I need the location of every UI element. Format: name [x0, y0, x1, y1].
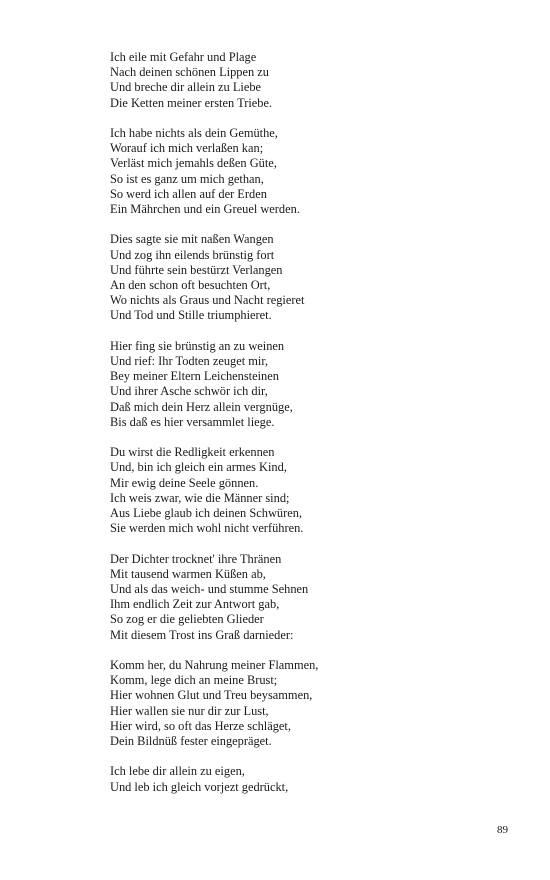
poem-text: [110, 50, 510, 795]
page-number: 89: [497, 824, 508, 836]
poem-line: Nach deinen schönen Lippen zu: [110, 65, 269, 80]
poem-line: So werd ich allen auf der Erden: [110, 186, 267, 201]
poem-line: Bis daß es hier versammlet liege.: [110, 414, 275, 429]
poem-line: Und führte sein bestürzt Verlangen: [110, 262, 283, 277]
poem-line: Dein Bildnüß fester eingepräget.: [110, 734, 272, 749]
stanza-4: [110, 339, 510, 430]
stanza-1: [110, 50, 510, 111]
stanza-2: [110, 126, 510, 217]
poem-line: Und rief: Ihr Todten zeuget mir,: [110, 354, 269, 369]
poem-line: Und als das weich- und stumme Sehnen: [110, 582, 309, 597]
poem-line: Die Ketten meiner ersten Triebe.: [110, 95, 273, 110]
poem-line: Und, bin ich gleich ein armes Kind,: [110, 460, 287, 475]
poem-line: Ihm endlich Zeit zur Antwort gab,: [110, 597, 280, 612]
poem-line: Und leb ich gleich vorjezt gedrückt,: [110, 779, 289, 794]
poem-line: Komm, lege dich an meine Brust;: [110, 673, 278, 688]
poem-line: Hier wird, so oft das Herze schläget,: [110, 718, 291, 733]
poem-line: Hier wallen sie nur dir zur Lust,: [110, 703, 269, 718]
poem-line: Ich eile mit Gefahr und Plage: [110, 50, 257, 64]
poem-line: Mir ewig deine Seele gönnen.: [110, 475, 259, 490]
poem-line: Hier wohnen Glut und Treu beysammen,: [110, 688, 313, 703]
stanza-3: [110, 232, 510, 323]
poem-line: Und Tod und Stille triumphieret.: [110, 308, 272, 323]
stanza-8: [110, 764, 510, 794]
poem-line: Hier fing sie brünstig an zu weinen: [110, 338, 285, 353]
poem-line: So zog er die geliebten Glieder: [110, 612, 264, 627]
stanza-7: [110, 658, 510, 749]
poem-line: Ich habe nichts als dein Gemüthe,: [110, 126, 278, 140]
poem-line: Dies sagte sie mit naßen Wangen: [110, 232, 274, 247]
poem-line: Mit tausend warmen Küßen ab,: [110, 566, 266, 581]
poem-line: Bey meiner Eltern Leichensteinen: [110, 369, 279, 384]
stanza-5: [110, 445, 510, 536]
poem-line: Der Dichter trocknet' ihre Thränen: [110, 551, 282, 566]
poem-line: Ich weis zwar, wie die Männer sind;: [110, 490, 290, 505]
poem-line: Wo nichts als Graus und Nacht regieret: [110, 293, 305, 308]
poem-line: Ein Mährchen und ein Greuel werden.: [110, 202, 300, 217]
poem-line: Komm her, du Nahrung meiner Flammen,: [110, 658, 319, 673]
poem-line: Mit diesem Trost ins Graß darnieder:: [110, 627, 294, 642]
poem-line: Und zog ihn eilends brünstig fort: [110, 247, 275, 262]
poem-line: Daß mich dein Herz allein vergnüge,: [110, 399, 293, 414]
poem-line: So ist es ganz um mich gethan,: [110, 171, 264, 186]
poem-line: An den schon oft besuchten Ort,: [110, 278, 271, 293]
poem-line: Sie werden mich wohl nicht verführen.: [110, 521, 304, 536]
poem-line: Worauf ich mich verlaßen kan;: [110, 141, 264, 156]
poem-line: Du wirst die Redligkeit erkennen: [110, 445, 275, 460]
poem-line: Und breche dir allein zu Liebe: [110, 80, 262, 95]
poem-line: Und ihrer Asche schwör ich dir,: [110, 384, 268, 399]
poem-line: Ich lebe dir allein zu eigen,: [110, 764, 245, 779]
poem-line: Aus Liebe glaub ich deinen Schwüren,: [110, 506, 303, 521]
poem-line: Verläst mich jemahls deßen Güte,: [110, 156, 277, 171]
stanza-6: [110, 552, 510, 643]
